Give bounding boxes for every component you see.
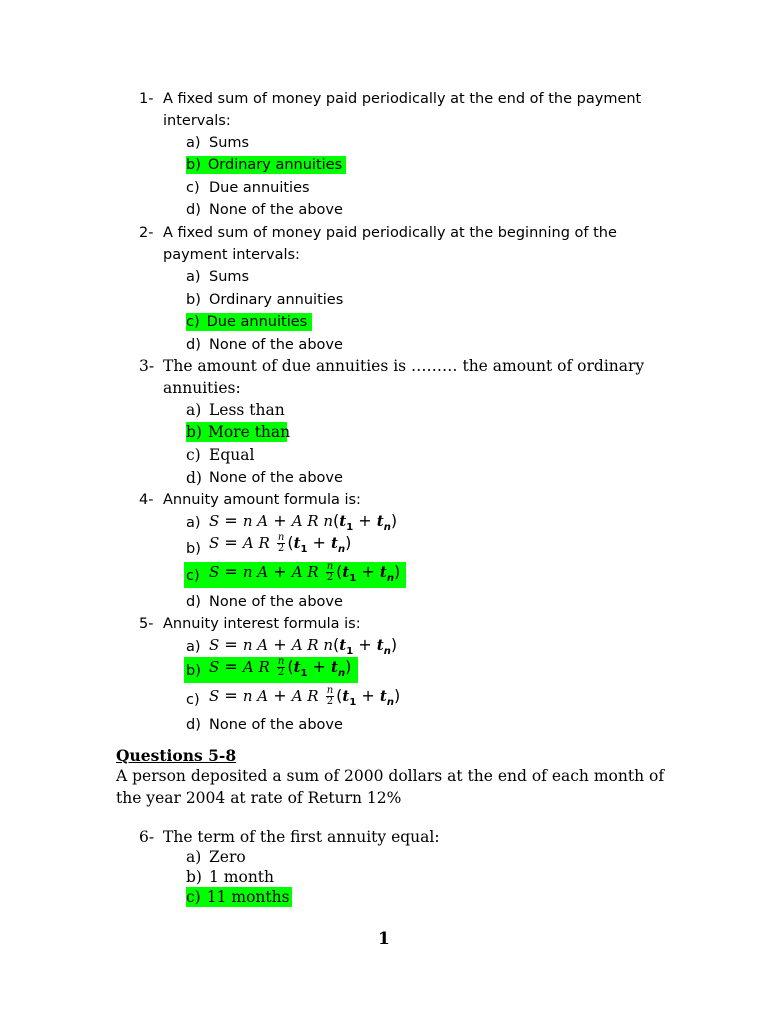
question-text: annuities: <box>163 379 241 397</box>
option-text: Less than <box>209 401 285 419</box>
section-text: the year 2004 at rate of Return 12% <box>116 789 402 807</box>
option-text: 1 month <box>209 868 275 886</box>
option-letter: a) <box>186 135 201 151</box>
option-text: Due annuities <box>206 314 308 330</box>
question-number: 5- <box>139 616 154 632</box>
section-title: Questions 5-8 <box>116 746 237 765</box>
question-text: The amount of due annuities is ……… the amount of ordinary <box>163 357 645 375</box>
option-letter: d) <box>186 469 202 487</box>
question-text: payment intervals: <box>163 247 300 263</box>
option-text: None of the above <box>209 202 343 218</box>
option-letter: c) <box>186 180 200 196</box>
question-number: 1- <box>139 91 154 107</box>
question-number: 2- <box>139 225 154 241</box>
option-letter: c) <box>186 888 201 906</box>
question-text: The term of the first annuity equal: <box>163 828 440 846</box>
question-text: Annuity interest formula is: <box>163 616 361 632</box>
option-letter: b) <box>186 423 202 441</box>
question-text: Annuity amount formula is: <box>163 492 361 508</box>
option-text: Sums <box>209 269 250 285</box>
option-text: 11 months <box>206 888 290 906</box>
option-letter: b) <box>186 292 201 308</box>
option-highlighted <box>186 422 291 442</box>
question-text: A fixed sum of money paid periodically at the beginning of the <box>163 225 617 241</box>
option-letter: b) <box>186 157 201 173</box>
question-number: 4- <box>139 492 154 508</box>
option-letter: b) <box>186 663 201 679</box>
page-number: 1 <box>378 929 390 949</box>
option-text: None of the above <box>209 717 343 733</box>
option-letter: a) <box>186 269 201 285</box>
option-text: Ordinary annuities <box>209 292 344 308</box>
option-text: None of the above <box>209 337 343 353</box>
section-text: A person deposited a sum of 2000 dollars at the end of each month of <box>116 767 665 785</box>
option-highlighted <box>186 313 312 331</box>
option-letter: d) <box>186 337 201 353</box>
option-letter: a) <box>186 639 201 655</box>
formula-amount-a: S = n A + A R $n(t_1 + t_n)$ <box>209 511 398 534</box>
option-letter: c) <box>186 446 201 464</box>
option-letter: d) <box>186 202 201 218</box>
option-text: Ordinary annuities <box>207 157 343 173</box>
option-letter: b) <box>186 541 201 557</box>
question-number: 6- <box>139 828 155 846</box>
question-text: A fixed sum of money paid periodically at the end of the payment <box>163 91 642 107</box>
option-highlighted <box>186 887 292 907</box>
option-text: Sums <box>209 135 250 151</box>
formula-interest-b: S = A R $\frac{n}{2}$ $(t_1 + t_n)$ <box>209 656 352 680</box>
option-letter: c) <box>186 314 200 330</box>
option-letter: a) <box>186 848 202 866</box>
option-letter: c) <box>186 692 200 708</box>
option-text: None of the above <box>209 470 343 486</box>
option-text: More than <box>207 423 291 441</box>
option-letter: a) <box>186 401 202 419</box>
option-text: Equal <box>209 446 255 464</box>
option-letter: c) <box>186 568 200 584</box>
option-text: None of the above <box>209 594 343 610</box>
question-text: intervals: <box>163 113 231 129</box>
option-letter: b) <box>186 868 202 886</box>
option-letter: d) <box>186 594 201 610</box>
option-highlighted <box>186 156 346 174</box>
option-letter: a) <box>186 515 201 531</box>
formula-amount-c: S = n A + A R $\frac{n}{2}$ $(t_1 + t_n)$ <box>209 561 401 585</box>
option-letter: d) <box>186 717 201 733</box>
option-text: Zero <box>209 848 246 866</box>
question-number: 3- <box>139 357 155 375</box>
option-text: Due annuities <box>209 180 310 196</box>
formula-interest-c: S = n A + A R $\frac{n}{2}$ $(t_1 + t_n)$ <box>209 685 401 709</box>
formula-amount-b: S = A R $\frac{n}{2}$ $(t_1 + t_n)$ <box>209 532 352 556</box>
formula-interest-a: S = n A + A R $n(t_1 + t_n)$ <box>209 635 398 658</box>
